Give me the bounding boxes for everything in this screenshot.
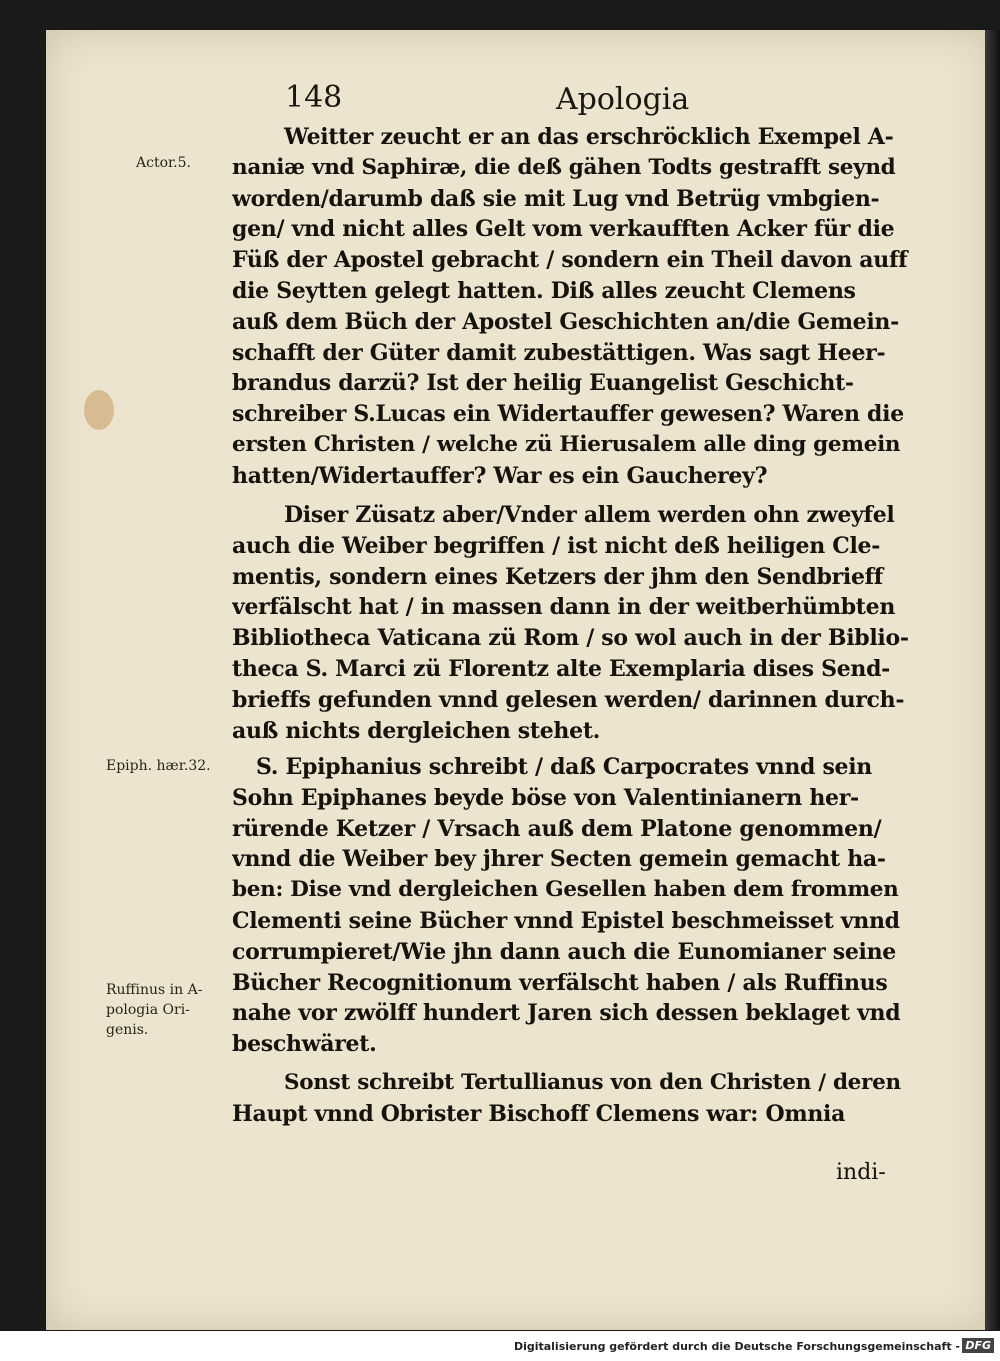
footer-credit: Digitalisierung gefördert durch die Deutsche Forschungsgemeinschaft - [513, 1340, 960, 1353]
text-line: Sohn Epiphanes beyde böse von Valentinianern her- [232, 784, 859, 811]
text-line: auß nichts dergleichen stehet. [232, 717, 601, 744]
text-line: Sonst schreibt Tertullianus von den Christen / deren [284, 1070, 901, 1095]
text-line: S. Epiphanius schreibt / daß Carpocrates vnnd sein [256, 754, 872, 780]
text-line: Füß der Apostel gebracht / sondern ein Theil davon auff [232, 247, 908, 274]
text-line: naniæ vnd Saphiræ, die deß gähen Todts gestrafft seynd [232, 154, 896, 180]
text-line: theca S. Marci zü Florentz alte Exemplaria dises Send- [232, 655, 891, 682]
text-line: verfälscht hat / in massen dann in der weitberhümbten [232, 594, 896, 621]
text-line: Bücher Recognitionum verfälscht haben / als Ruffinus [232, 969, 888, 996]
text-line: worden/darumb daß sie mit Lug vnd Betrüg vmbgien- [232, 185, 880, 212]
text-line: gen/ vnd nicht alles Gelt vom verkaufften Acker für die [232, 216, 895, 243]
text-line: ersten Christen / welche zü Hierusalem alle ding gemein [232, 431, 901, 457]
text-line: Weitter zeucht er an das erschröcklich Exempel A- [284, 124, 894, 150]
page-number: 148 [285, 80, 343, 115]
digitization-footer [0, 1331, 1000, 1361]
text-line: Bibliotheca Vaticana zü Rom / so wol auch in der Biblio- [232, 625, 909, 652]
text-line: Clementi seine Bücher vnnd Epistel beschmeisset vnnd [232, 907, 900, 934]
text-line: corrumpieret/Wie jhn dann auch die Eunomianer seine [232, 938, 896, 965]
text-line: auch die Weiber begriffen / ist nicht deß heiligen Cle- [232, 532, 881, 559]
catchword: indi- [836, 1160, 886, 1185]
text-line: ben: Dise vnd dergleichen Gesellen haben dem frommen [232, 877, 899, 903]
margin-note-ruffinus: Ruffinus in A- pologia Ori- genis. [106, 982, 203, 1038]
text-line: schafft der Güter damit zubestättigen. Was sagt Heer- [232, 339, 886, 366]
text-line: Diser Züsatz aber/Vnder allem werden ohn zweyfel [284, 502, 895, 528]
text-line: auß dem Büch der Apostel Geschichten an/die Gemein- [232, 308, 899, 335]
text-line: schreiber S.Lucas ein Widertauffer gewesen? Waren die [232, 401, 904, 428]
text-line: Haupt vnnd Obrister Bischoff Clemens war: Omnia [232, 1100, 846, 1127]
paragraph-1 [232, 122, 910, 492]
book-edge [985, 30, 1000, 1330]
text-line: brieffs gefunden vnnd gelesen werden/ darinnen durch- [232, 686, 905, 713]
paragraph-3 [232, 752, 910, 1060]
margin-note-epiphanius: Epiph. hær.32. [106, 758, 211, 774]
paper-stain [84, 390, 114, 430]
text-line: mentis, sondern eines Ketzers der jhm den Sendbrieff [232, 563, 883, 590]
margin-note-acts: Actor.5. [136, 155, 191, 171]
text-line: rürende Ketzer / Vrsach auß dem Platone genommen/ [232, 815, 882, 842]
text-line: beschwäret. [232, 1031, 377, 1058]
text-line: die Seytten gelegt hatten. Diß alles zeucht Clemens [232, 277, 856, 304]
text-line: vnnd die Weiber bey jhrer Secten gemein gemacht ha- [232, 846, 886, 873]
text-line: hatten/Widertauffer? War es ein Gaucherey? [232, 462, 768, 489]
page-header [46, 80, 990, 120]
paragraph-2 [232, 500, 910, 746]
text-line: brandus darzü? Ist der heilig Euangelist Geschicht- [232, 370, 854, 397]
text-line: nahe vor zwölff hundert Jaren sich dessen beklaget vnd [232, 1000, 901, 1027]
running-title: Apologia [556, 82, 690, 117]
paragraph-4 [232, 1068, 910, 1130]
dfg-logo-icon: DFG [962, 1338, 994, 1353]
